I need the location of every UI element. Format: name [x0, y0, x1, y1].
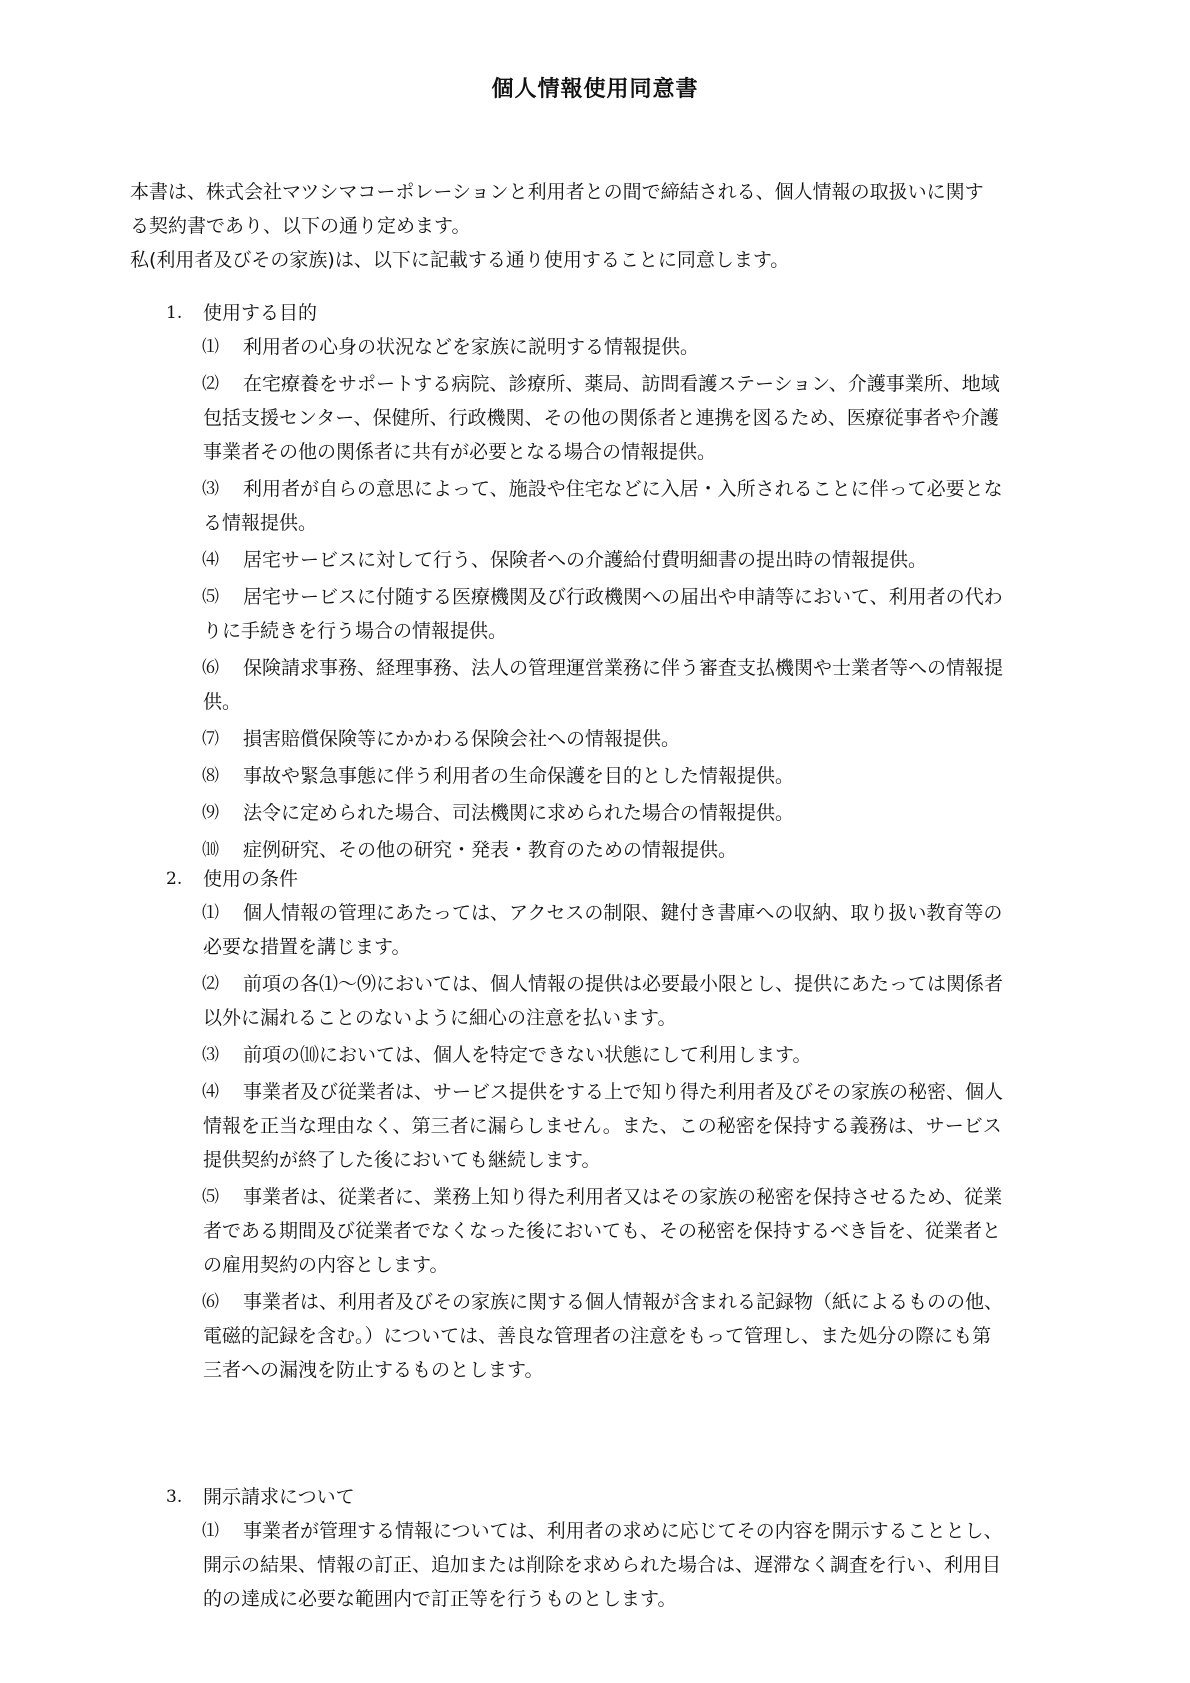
- item-text: [203, 967, 1070, 1035]
- item-number: ⑻: [202, 766, 219, 786]
- numbered-item: [130, 367, 1070, 469]
- section-title: 開示請求について: [203, 1486, 355, 1508]
- numbered-item: [130, 1285, 1070, 1387]
- numbered-item: [130, 330, 1070, 364]
- item-text-line: 電磁的記録を含む。）については、善良な管理者の注意をもって管理し、また処分の際にも第: [203, 1325, 992, 1347]
- section-number: 3.: [166, 1487, 183, 1507]
- item-number: ⑵: [202, 974, 219, 994]
- numbered-item: [130, 722, 1070, 756]
- numbered-item: [130, 759, 1070, 793]
- item-text: [203, 1180, 1070, 1282]
- numbered-item: [130, 1514, 1070, 1616]
- item-text-line: 提供契約が終了した後においても継続します。: [203, 1149, 601, 1171]
- section-items: [130, 330, 1070, 867]
- item-text: [203, 796, 1070, 830]
- section-title: 使用の条件: [203, 868, 299, 890]
- section-number: 2.: [166, 869, 183, 889]
- item-number: ⑴: [202, 337, 219, 357]
- item-text-line: 的の達成に必要な範囲内で訂正等を行うものとします。: [203, 1588, 677, 1610]
- item-text-line: 前項の各⑴～⑼においては、個人情報の提供は必要最小限とし、提供にあたっては関係者: [243, 973, 1004, 995]
- item-text: [203, 472, 1070, 540]
- section-conditions: [130, 862, 1070, 1390]
- intro-paragraph: [130, 175, 1070, 277]
- item-text: [203, 651, 1070, 719]
- item-text: [203, 1038, 1070, 1072]
- item-number: ⑼: [202, 803, 219, 823]
- numbered-item: [130, 651, 1070, 719]
- item-text-line: 症例研究、その他の研究・発表・教育のための情報提供。: [243, 839, 738, 861]
- section-number: 1.: [166, 303, 183, 323]
- item-text-line: る情報提供。: [203, 512, 318, 534]
- item-number: ⑵: [202, 374, 219, 394]
- item-text-line: 前項の⑽においては、個人を特定できない状態にして利用します。: [243, 1044, 812, 1066]
- item-number: ⑷: [202, 550, 219, 570]
- numbered-item: [130, 1075, 1070, 1177]
- item-number: ⑺: [202, 729, 219, 749]
- section-heading: [130, 1480, 1070, 1514]
- intro-line: る契約書であり、以下の通り定めます。: [130, 215, 471, 237]
- item-text-line: 法令に定められた場合、司法機関に求められた場合の情報提供。: [243, 802, 795, 824]
- item-text: [203, 580, 1070, 648]
- section-items: [130, 1514, 1070, 1616]
- item-text-line: 事業者が管理する情報については、利用者の求めに応じてその内容を開示することとし、: [243, 1520, 1003, 1542]
- numbered-item: [130, 1038, 1070, 1072]
- item-text: [203, 1285, 1070, 1387]
- item-text: [203, 367, 1070, 469]
- numbered-item: [130, 1180, 1070, 1282]
- item-number: ⑴: [202, 1521, 219, 1541]
- item-text-line: 事業者及び従業者は、サービス提供をする上で知り得た利用者及びその家族の秘密、個人: [243, 1081, 1004, 1103]
- item-number: ⑹: [202, 658, 219, 678]
- section-purpose: [130, 296, 1070, 870]
- item-text-line: 事業者その他の関係者に共有が必要となる場合の情報提供。: [203, 441, 717, 463]
- item-text-line: 居宅サービスに対して行う、保険者への介護給付費明細書の提出時の情報提供。: [243, 549, 928, 571]
- item-text-line: 以外に漏れることのないように細心の注意を払います。: [203, 1007, 677, 1029]
- document-title: 個人情報使用同意書: [491, 77, 699, 102]
- item-number: ⑷: [202, 1082, 219, 1102]
- section-heading: [130, 296, 1070, 330]
- item-number: ⑸: [202, 1187, 219, 1207]
- section-disclosure: [130, 1480, 1070, 1619]
- item-text-line: りに手続きを行う場合の情報提供。: [203, 620, 508, 642]
- item-text: [203, 1514, 1070, 1616]
- item-text-line: 在宅療養をサポートする病院、診療所、薬局、訪問看護ステーション、介護事業所、地域: [243, 373, 1000, 395]
- item-text-line: 三者への漏洩を防止するものとします。: [203, 1359, 544, 1381]
- item-text-line: 事業者は、従業者に、業務上知り得た利用者又はその家族の秘密を保持させるため、従業: [243, 1186, 1003, 1208]
- item-text: [203, 896, 1070, 964]
- numbered-item: [130, 967, 1070, 1035]
- item-number: ⑶: [202, 479, 219, 499]
- section-title: 使用する目的: [203, 302, 318, 324]
- item-number: ⑽: [202, 840, 219, 860]
- item-number: ⑶: [202, 1045, 219, 1065]
- item-text-line: 必要な措置を講じます。: [203, 936, 411, 958]
- item-text: [203, 759, 1070, 793]
- item-text: [203, 330, 1070, 364]
- item-text-line: 個人情報の管理にあたっては、アクセスの制限、鍵付き書庫への収納、取り扱い教育等の: [243, 902, 1003, 924]
- item-text-line: 者である期間及び従業者でなくなった後においても、その秘密を保持するべき旨を、従業者と: [203, 1220, 1002, 1242]
- item-text-line: 供。: [203, 691, 242, 713]
- section-heading: [130, 862, 1070, 896]
- intro-line: 本書は、株式会社マツシマコーポレーションと利用者との間で締結される、個人情報の取扱いに関す: [130, 181, 984, 203]
- section-items: [130, 896, 1070, 1387]
- item-number: ⑸: [202, 587, 219, 607]
- item-text-line: 保険請求事務、経理事務、法人の管理運営業務に伴う審査支払機関や士業者等への情報提: [243, 657, 1004, 679]
- item-number: ⑴: [202, 903, 219, 923]
- numbered-item: [130, 896, 1070, 964]
- item-text-line: 利用者が自らの意思によって、施設や住宅などに入居・入所されることに伴って必要とな: [243, 478, 1003, 500]
- item-text: [203, 722, 1070, 756]
- item-text-line: 居宅サービスに付随する医療機関及び行政機関への届出や申請等において、利用者の代わ: [243, 586, 1003, 608]
- numbered-item: [130, 472, 1070, 540]
- item-text: [203, 543, 1070, 577]
- item-text: [203, 1075, 1070, 1177]
- numbered-item: [130, 796, 1070, 830]
- item-number: ⑹: [202, 1292, 219, 1312]
- numbered-item: [130, 543, 1070, 577]
- item-text-line: 開示の結果、情報の訂正、追加または削除を求められた場合は、遅滞なく調査を行い、利用目: [203, 1554, 1002, 1576]
- item-text-line: の雇用契約の内容とします。: [203, 1254, 449, 1276]
- item-text-line: 情報を正当な理由なく、第三者に漏らしません。また、この秘密を保持する義務は、サービス: [203, 1115, 1002, 1137]
- item-text-line: 損害賠償保険等にかかわる保険会社への情報提供。: [243, 728, 681, 750]
- item-text-line: 包括支援センター、保健所、行政機関、その他の関係者と連携を図るため、医療従事者や介護: [203, 407, 999, 429]
- numbered-item: [130, 580, 1070, 648]
- item-text-line: 利用者の心身の状況などを家族に説明する情報提供。: [243, 336, 700, 358]
- item-text-line: 事故や緊急事態に伴う利用者の生命保護を目的とした情報提供。: [243, 765, 795, 787]
- item-text-line: 事業者は、利用者及びその家族に関する個人情報が含まれる記録物（紙によるものの他、: [243, 1291, 1004, 1313]
- intro-line: 私(利用者及びその家族)は、以下に記載する通り使用することに同意します。: [130, 249, 790, 271]
